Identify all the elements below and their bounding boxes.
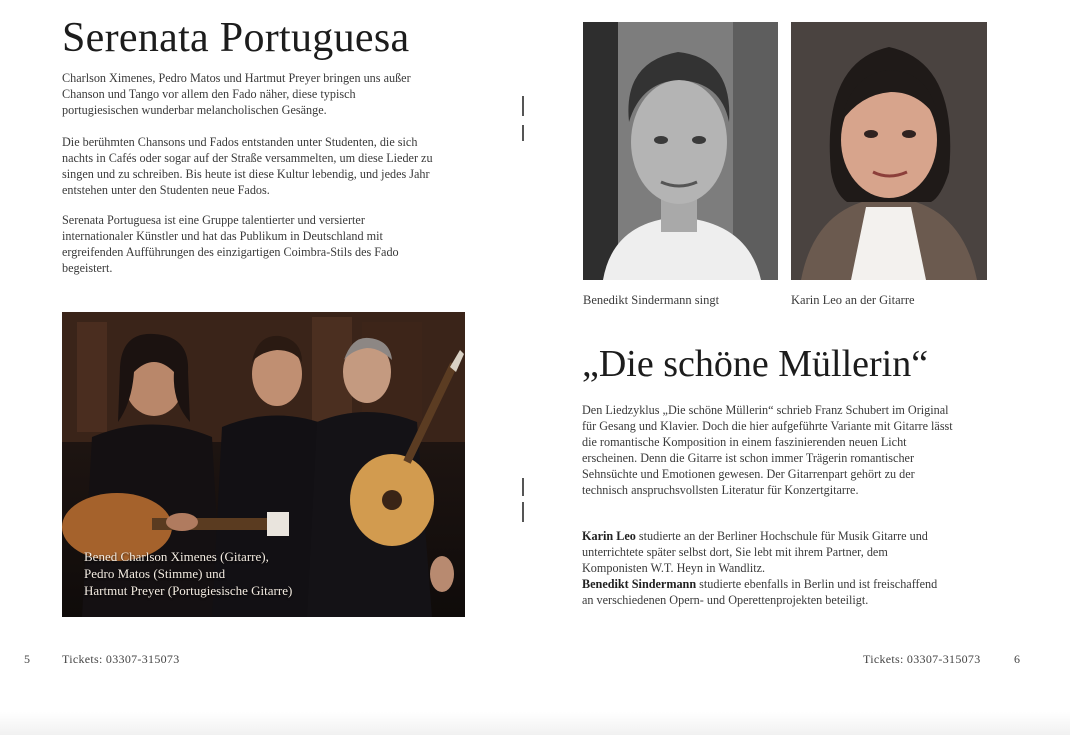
page-number: 6	[1014, 652, 1020, 666]
band-photo	[62, 312, 465, 617]
portrait-illustration	[791, 22, 987, 280]
caption-benedikt: Benedikt Sindermann singt	[583, 293, 720, 307]
karin-name: Karin Leo	[582, 529, 636, 543]
gutter-mark	[522, 478, 524, 496]
karin-bio: studierte an der Berliner Hochschule für Musik Gitarre und unterrichtete später selbst dort, Sie lebt mit ihrem Partner, dem Komponisten W.T. Heyn in Wandlitz.	[582, 529, 928, 575]
gutter-mark	[522, 96, 524, 116]
benedikt-name: Benedikt Sindermann	[582, 577, 697, 591]
intro-paragraph: Charlson Ximenes, Pedro Matos und Hartmut Preyer bringen uns außer Chanson und Tango vor allem den Fado näher, diese typisch portugiesischen wunderbar melancholischen Gesänge.	[62, 71, 411, 117]
gutter-mark	[522, 125, 524, 141]
muellerin-paragraph: Den Liedzyklus „Die schöne Müllerin“ schrieb Franz Schubert im Original für Gesang und Klavier. Doch die hier aufgeführte Variante mit Gitarre lässt die romantische Komposition in einem faszinierenden neuen Licht erscheinen. Denn die Gitarre ist schon immer Trägerin romantischer Sehnsüchte und Emotionen gewesen. Der Gitarrenpart gehört zu der technisch anspruchsvollsten Literatur für Konzertgitarre.	[582, 403, 953, 497]
caption-line: Pedro Matos (Stimme) und	[84, 566, 226, 581]
caption-line: Bened Charlson Ximenes (Gitarre),	[84, 549, 269, 564]
page-number: 5	[24, 652, 30, 666]
band-photo-caption	[84, 548, 404, 599]
page-title: Serenata Portuguesa	[62, 15, 410, 61]
history-paragraph: Die berühmten Chansons und Fados entstanden unter Studenten, die sich nachts in Cafés oder sogar auf der Straße versammelten, um diese Lieder zu singen und zu schreiben. Bis heute ist diese Kultur lebendig, und jedes Jahr entstehen unter den Studenten neue Fados.	[62, 135, 433, 197]
group-paragraph: Serenata Portuguesa ist eine Gruppe talentierter und versierter internationaler Künstler und hat das Publikum in Deutschland mit ergreifenden Aufführungen des einzigartigen Coimbra-Stils des Fado begeistert.	[62, 213, 399, 275]
artists-paragraph	[582, 528, 942, 608]
gutter-mark	[522, 502, 524, 522]
portrait-karin-leo	[791, 22, 987, 280]
right-page	[535, 0, 1070, 735]
caption-line: Hartmut Preyer (Portugiesische Gitarre)	[84, 583, 293, 598]
scan-shadow	[0, 712, 1070, 735]
tickets-info: Tickets: 03307-315073	[863, 652, 981, 666]
portrait-illustration	[583, 22, 778, 280]
tickets-info: Tickets: 03307-315073	[62, 652, 180, 666]
section-title: „Die schöne Müllerin“	[582, 343, 929, 385]
caption-karin: Karin Leo an der Gitarre	[791, 293, 915, 307]
portrait-benedikt-sindermann	[583, 22, 778, 280]
benedikt-bio: studierte ebenfalls in Berlin und ist freischaffend an verschiedenen Opern- und Operettenprojekten beteiligt.	[582, 577, 938, 607]
